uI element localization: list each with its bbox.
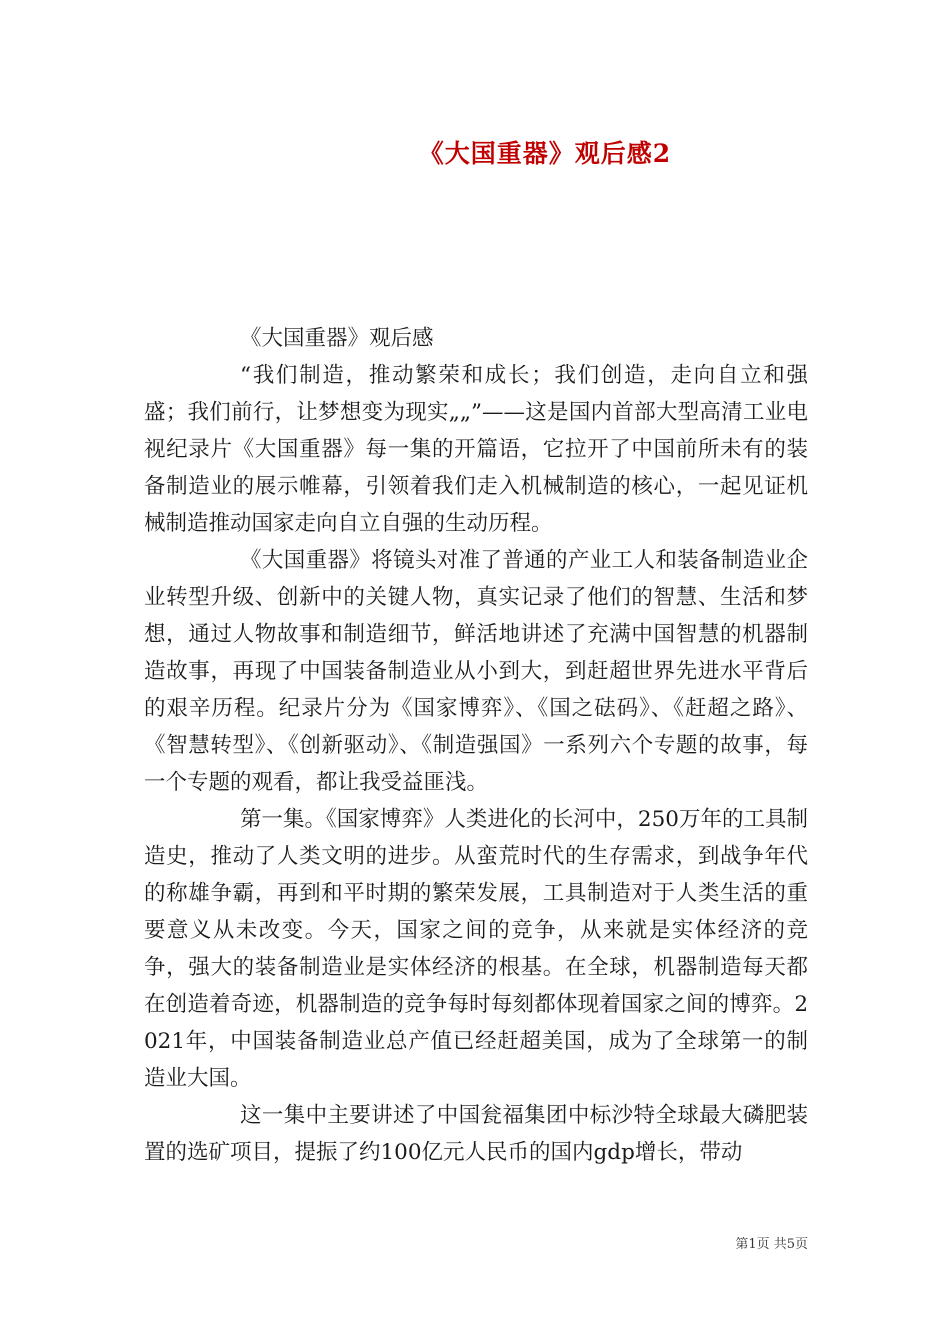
document-body — [144, 320, 808, 1171]
document-title: 《大国重器》观后感2 — [418, 139, 672, 168]
paragraph-opening: “我们制造，推动繁荣和成长；我们创造，走向自立和强盛；我们前行，让梦想变为现实„„”——这是国内首部大型高清工业电视纪录片《大国重器》每一集的开篇语，它拉开了中国前所未有的装备制造业的展示帷幕，引领着我们走入机械制造的核心，一起见证机械制造推动国家走向自立自强的生动历程。 — [144, 363, 808, 536]
paragraph-episode-one-detail: 这一集中主要讲述了中国瓮福集团中标沙特全球最大磷肥装置的选矿项目，提振了约100亿元人民币的国内gdp增长，带动 — [144, 1103, 808, 1165]
paragraph-overview: 《大国重器》将镜头对准了普通的产业工人和装备制造业企业转型升级、创新中的关键人物，真实记录了他们的智慧、生活和梦想，通过人物故事和制造细节，鲜活地讲述了充满中国智慧的机器制造故事，再现了中国装备制造业从小到大，到赶超世界先进水平背后的艰辛历程。纪录片分为《国家博弈》、《国之砝码》、《赶超之路》、《智慧转型》、《创新驱动》、《制造强国》一系列六个专题的故事，每一个专题的观看，都让我受益匪浅。 — [144, 548, 808, 795]
page-number-footer: 第1页 共5页 — [735, 1237, 808, 1252]
paragraph-subtitle: 《大国重器》观后感 — [240, 326, 434, 351]
paragraph-episode-one: 第一集。《国家博弈》人类进化的长河中，250万年的工具制造史，推动了人类文明的进步。从蛮荒时代的生存需求，到战争年代的称雄争霸，再到和平时期的繁荣发展，工具制造对于人类生活的重要意义从未改变。今天，国家之间的竞争，从来就是实体经济的竞争，强大的装备制造业是实体经济的根基。在全球，机器制造每天都在创造着奇迹，机器制造的竞争每时每刻都体现着国家之间的博弈。2021年，中国装备制造业总产值已经赶超美国，成为了全球第一的制造业大国。 — [144, 807, 808, 1091]
